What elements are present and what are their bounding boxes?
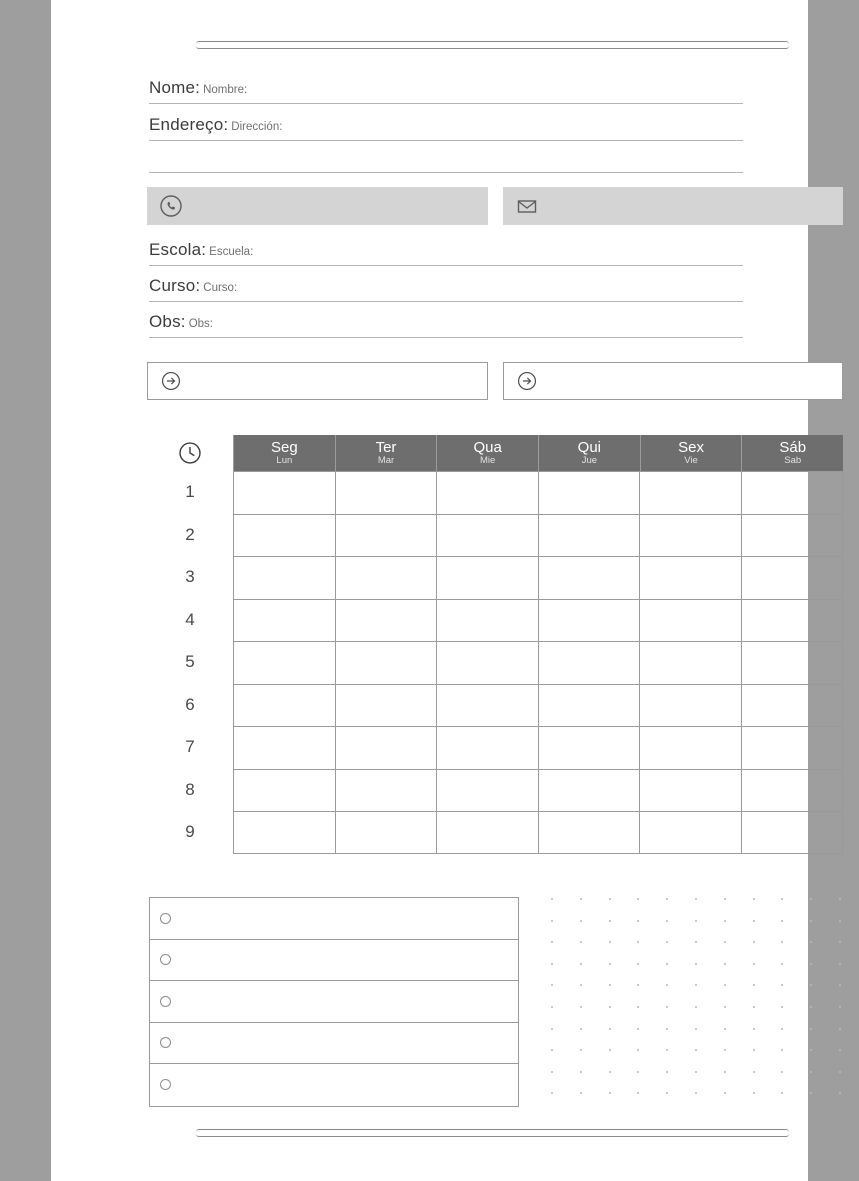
schedule-slot[interactable] — [639, 811, 741, 854]
dot-mark — [609, 1092, 611, 1094]
dot-mark — [609, 1028, 611, 1030]
dot-mark — [695, 898, 697, 900]
dot-mark — [580, 963, 582, 965]
dot-mark — [781, 941, 783, 943]
dot-mark — [781, 1071, 783, 1073]
field-nome-label-pt: Nome: — [149, 78, 201, 97]
schedule-slot[interactable] — [741, 471, 844, 514]
dot-mark — [637, 1092, 639, 1094]
dot-mark — [724, 920, 726, 922]
dot-mark — [551, 898, 553, 900]
field-curso-label-pt: Curso: — [149, 276, 201, 295]
dot-mark — [551, 920, 553, 922]
day-label-es: Vie — [684, 454, 698, 466]
day-header-sab — [741, 435, 843, 471]
dot-mark — [695, 984, 697, 986]
dot-mark — [666, 941, 668, 943]
schedule-slot[interactable] — [538, 811, 640, 854]
field-nome[interactable] — [149, 78, 743, 104]
dot-mark — [695, 1006, 697, 1008]
contact-email[interactable] — [503, 187, 843, 225]
dot-mark — [810, 1028, 812, 1030]
schedule-slot[interactable] — [639, 556, 741, 599]
dot-mark — [753, 1092, 755, 1094]
hour-label: 1 — [185, 482, 195, 502]
arrow-circle-right-icon — [516, 370, 538, 392]
dot-mark — [781, 1049, 783, 1051]
list-item[interactable] — [150, 940, 518, 982]
dot-mark — [753, 941, 755, 943]
field-endereco-line2[interactable] — [149, 152, 743, 173]
dot-mark — [753, 963, 755, 965]
dot-mark — [551, 941, 553, 943]
dot-mark — [753, 920, 755, 922]
dot-mark — [810, 941, 812, 943]
schedule-slot[interactable] — [538, 599, 640, 642]
day-label-pt: Qui — [577, 438, 602, 456]
schedule-slot[interactable] — [436, 726, 538, 769]
top-rule — [196, 41, 789, 49]
day-label-pt: Sex — [678, 438, 704, 456]
dot-mark — [551, 1006, 553, 1008]
dot-mark — [839, 1071, 841, 1073]
schedule-slot[interactable] — [741, 811, 844, 854]
dot-grid-notes[interactable] — [551, 890, 841, 1106]
hour-label: 3 — [185, 567, 195, 587]
dot-mark — [839, 920, 841, 922]
dot-mark — [781, 898, 783, 900]
schedule-slot[interactable] — [335, 684, 437, 727]
dot-grid-row — [551, 1063, 841, 1085]
schedule-slot[interactable] — [335, 769, 437, 812]
schedule-slot[interactable] — [436, 684, 538, 727]
schedule-slot[interactable] — [538, 641, 640, 684]
day-label-pt: Qua — [473, 438, 502, 456]
dot-mark — [695, 963, 697, 965]
field-endereco-label-pt: Endereço: — [149, 115, 229, 134]
list-item[interactable] — [150, 898, 518, 940]
list-item[interactable] — [150, 1023, 518, 1065]
dot-mark — [580, 1006, 582, 1008]
schedule-slot[interactable] — [639, 684, 741, 727]
dot-mark — [609, 920, 611, 922]
schedule-slot[interactable] — [639, 726, 741, 769]
day-label-es: Mar — [377, 454, 395, 466]
schedule-slot[interactable] — [233, 726, 335, 769]
schedule-slot[interactable] — [436, 514, 538, 557]
dot-mark — [609, 1071, 611, 1073]
schedule-slot[interactable] — [335, 471, 437, 514]
schedule-slot[interactable] — [538, 726, 640, 769]
dot-mark — [637, 1006, 639, 1008]
dot-mark — [580, 1049, 582, 1051]
dot-grid-row — [551, 933, 841, 955]
dot-mark — [609, 963, 611, 965]
dot-mark — [724, 1049, 726, 1051]
dot-mark — [810, 1071, 812, 1073]
schedule-slot[interactable] — [639, 641, 741, 684]
weekly-schedule-table — [147, 435, 843, 854]
field-escola[interactable] — [149, 240, 743, 266]
day-label-pt: Sáb — [779, 438, 807, 456]
dot-mark — [609, 1049, 611, 1051]
dot-mark — [609, 1006, 611, 1008]
field-obs[interactable] — [149, 312, 743, 338]
dot-mark — [666, 1071, 668, 1073]
table-row — [147, 769, 843, 812]
day-label-pt: Ter — [375, 438, 397, 456]
dot-mark — [781, 1092, 783, 1094]
day-header-sex — [640, 435, 742, 471]
dot-mark — [839, 898, 841, 900]
dot-mark — [580, 898, 582, 900]
circle-outline-icon[interactable] — [160, 1079, 171, 1090]
dot-mark — [666, 1092, 668, 1094]
schedule-slot[interactable] — [233, 599, 335, 642]
dot-mark — [695, 1092, 697, 1094]
dot-mark — [695, 941, 697, 943]
dot-mark — [724, 1028, 726, 1030]
dot-mark — [839, 1049, 841, 1051]
dot-mark — [753, 984, 755, 986]
dot-mark — [609, 984, 611, 986]
dot-grid-row — [551, 1020, 841, 1042]
dot-mark — [637, 941, 639, 943]
schedule-slot[interactable] — [233, 641, 335, 684]
dot-grid-row — [551, 1084, 841, 1106]
field-endereco-label-es: Dirección: — [231, 121, 283, 133]
schedule-slot[interactable] — [741, 726, 844, 769]
dot-mark — [753, 1049, 755, 1051]
dot-mark — [753, 1006, 755, 1008]
dot-mark — [580, 1092, 582, 1094]
day-label-es: Mie — [480, 454, 496, 466]
schedule-slot[interactable] — [233, 471, 335, 514]
table-row — [147, 641, 843, 684]
dot-mark — [637, 1071, 639, 1073]
planner-content — [96, 0, 807, 1181]
clock-icon — [147, 435, 233, 471]
field-curso-label-es: Curso: — [203, 282, 238, 294]
dot-mark — [695, 920, 697, 922]
hour-label: 9 — [185, 822, 195, 842]
dot-mark — [637, 920, 639, 922]
dot-mark — [551, 1092, 553, 1094]
dot-mark — [695, 1049, 697, 1051]
table-row — [147, 556, 843, 599]
bottom-rule — [196, 1129, 789, 1137]
schedule-slot[interactable] — [335, 811, 437, 854]
table-row — [147, 684, 843, 727]
dot-mark — [580, 920, 582, 922]
dot-mark — [637, 1049, 639, 1051]
field-curso[interactable] — [149, 276, 743, 302]
dot-mark — [551, 1071, 553, 1073]
day-header-seg — [233, 435, 335, 471]
field-escola-label-es: Escuela: — [209, 246, 254, 258]
whatsapp-icon — [159, 194, 183, 218]
dot-mark — [695, 1028, 697, 1030]
dot-mark — [609, 941, 611, 943]
hour-label: 8 — [185, 779, 195, 799]
dot-mark — [810, 984, 812, 986]
dot-mark — [724, 984, 726, 986]
link-box-left[interactable] — [147, 362, 488, 400]
schedule-slot[interactable] — [741, 769, 844, 812]
envelope-icon — [515, 194, 539, 218]
field-obs-label-pt: Obs: — [149, 312, 186, 331]
schedule-slot[interactable] — [335, 641, 437, 684]
dot-mark — [551, 984, 553, 986]
dot-mark — [724, 963, 726, 965]
dot-mark — [724, 1071, 726, 1073]
schedule-slot[interactable] — [436, 641, 538, 684]
dot-grid-row — [551, 976, 841, 998]
table-row — [147, 811, 843, 854]
circle-outline-icon[interactable] — [160, 913, 171, 924]
dot-mark — [637, 1028, 639, 1030]
dot-mark — [810, 1006, 812, 1008]
dot-mark — [580, 1028, 582, 1030]
schedule-slot[interactable] — [436, 599, 538, 642]
dot-mark — [666, 1028, 668, 1030]
hour-label: 6 — [185, 694, 195, 714]
dot-mark — [839, 1006, 841, 1008]
arrow-circle-right-icon — [160, 370, 182, 392]
dot-mark — [666, 984, 668, 986]
hour-label: 4 — [185, 609, 195, 629]
dot-mark — [724, 1092, 726, 1094]
link-box-right[interactable] — [503, 362, 843, 400]
dot-grid-row — [551, 998, 841, 1020]
dot-mark — [551, 963, 553, 965]
dot-mark — [839, 1092, 841, 1094]
schedule-slot[interactable] — [335, 556, 437, 599]
dot-mark — [839, 941, 841, 943]
day-label-es: Lun — [276, 454, 293, 466]
dot-mark — [781, 963, 783, 965]
schedule-slot[interactable] — [741, 684, 844, 727]
dot-mark — [637, 984, 639, 986]
day-label-es: Sab — [784, 454, 802, 466]
schedule-slot[interactable] — [233, 684, 335, 727]
dot-grid-row — [551, 890, 841, 912]
day-header-qua — [436, 435, 538, 471]
table-row — [147, 726, 843, 769]
schedule-slot[interactable] — [741, 641, 844, 684]
dot-mark — [810, 1092, 812, 1094]
dot-mark — [551, 1028, 553, 1030]
hour-label: 5 — [185, 652, 195, 672]
dot-mark — [666, 920, 668, 922]
dot-mark — [781, 1028, 783, 1030]
schedule-slot[interactable] — [538, 514, 640, 557]
field-nome-label-es: Nombre: — [203, 84, 248, 96]
schedule-slot[interactable] — [335, 599, 437, 642]
dot-grid-row — [551, 912, 841, 934]
schedule-slot[interactable] — [335, 514, 437, 557]
dot-mark — [724, 1006, 726, 1008]
schedule-slot[interactable] — [538, 556, 640, 599]
dot-grid-row — [551, 1041, 841, 1063]
day-label-pt: Seg — [270, 438, 298, 456]
dot-mark — [839, 1028, 841, 1030]
schedule-slot[interactable] — [538, 684, 640, 727]
schedule-slot[interactable] — [233, 514, 335, 557]
dot-mark — [666, 1006, 668, 1008]
dot-mark — [666, 898, 668, 900]
schedule-slot[interactable] — [741, 556, 844, 599]
schedule-slot[interactable] — [538, 769, 640, 812]
list-item[interactable] — [150, 1064, 518, 1106]
schedule-slot[interactable] — [436, 556, 538, 599]
contact-whatsapp[interactable] — [147, 187, 488, 225]
schedule-slot[interactable] — [639, 514, 741, 557]
hour-label: 7 — [185, 737, 195, 757]
schedule-slot[interactable] — [639, 769, 741, 812]
dot-mark — [580, 1071, 582, 1073]
schedule-slot[interactable] — [639, 471, 741, 514]
field-obs-label-es: Obs: — [188, 318, 213, 330]
dot-mark — [781, 1006, 783, 1008]
schedule-slot[interactable] — [639, 599, 741, 642]
circle-outline-icon[interactable] — [160, 954, 171, 965]
page-sheet — [51, 0, 808, 1181]
schedule-slot[interactable] — [436, 471, 538, 514]
schedule-slot[interactable] — [741, 599, 844, 642]
dot-mark — [810, 963, 812, 965]
schedule-slot[interactable] — [538, 471, 640, 514]
dot-mark — [810, 1049, 812, 1051]
dot-grid-row — [551, 955, 841, 977]
schedule-header-row — [147, 435, 843, 471]
schedule-slot[interactable] — [436, 811, 538, 854]
schedule-slot[interactable] — [436, 769, 538, 812]
schedule-slot[interactable] — [233, 769, 335, 812]
circle-outline-icon[interactable] — [160, 996, 171, 1007]
dot-mark — [753, 898, 755, 900]
table-row — [147, 471, 843, 514]
day-header-qui — [538, 435, 640, 471]
dot-mark — [724, 898, 726, 900]
circle-outline-icon[interactable] — [160, 1037, 171, 1048]
dot-mark — [839, 984, 841, 986]
dot-mark — [666, 1049, 668, 1051]
dot-mark — [695, 1071, 697, 1073]
dot-mark — [753, 1028, 755, 1030]
list-item[interactable] — [150, 981, 518, 1023]
checklist — [149, 897, 519, 1107]
table-row — [147, 599, 843, 642]
dot-mark — [753, 1071, 755, 1073]
field-endereco[interactable] — [149, 115, 743, 141]
schedule-slot[interactable] — [741, 514, 844, 557]
schedule-slot[interactable] — [233, 811, 335, 854]
dot-mark — [781, 920, 783, 922]
field-escola-label-pt: Escola: — [149, 240, 207, 259]
dot-mark — [637, 898, 639, 900]
dot-mark — [666, 963, 668, 965]
table-row — [147, 514, 843, 557]
dot-mark — [810, 920, 812, 922]
dot-mark — [781, 984, 783, 986]
dot-mark — [580, 941, 582, 943]
hour-label: 2 — [185, 524, 195, 544]
schedule-slot[interactable] — [233, 556, 335, 599]
dot-mark — [609, 898, 611, 900]
dot-mark — [839, 963, 841, 965]
dot-mark — [724, 941, 726, 943]
schedule-slot[interactable] — [335, 726, 437, 769]
day-header-ter — [335, 435, 437, 471]
dot-mark — [637, 963, 639, 965]
dot-mark — [810, 898, 812, 900]
dot-mark — [580, 984, 582, 986]
dot-mark — [551, 1049, 553, 1051]
day-label-es: Jue — [581, 454, 598, 466]
